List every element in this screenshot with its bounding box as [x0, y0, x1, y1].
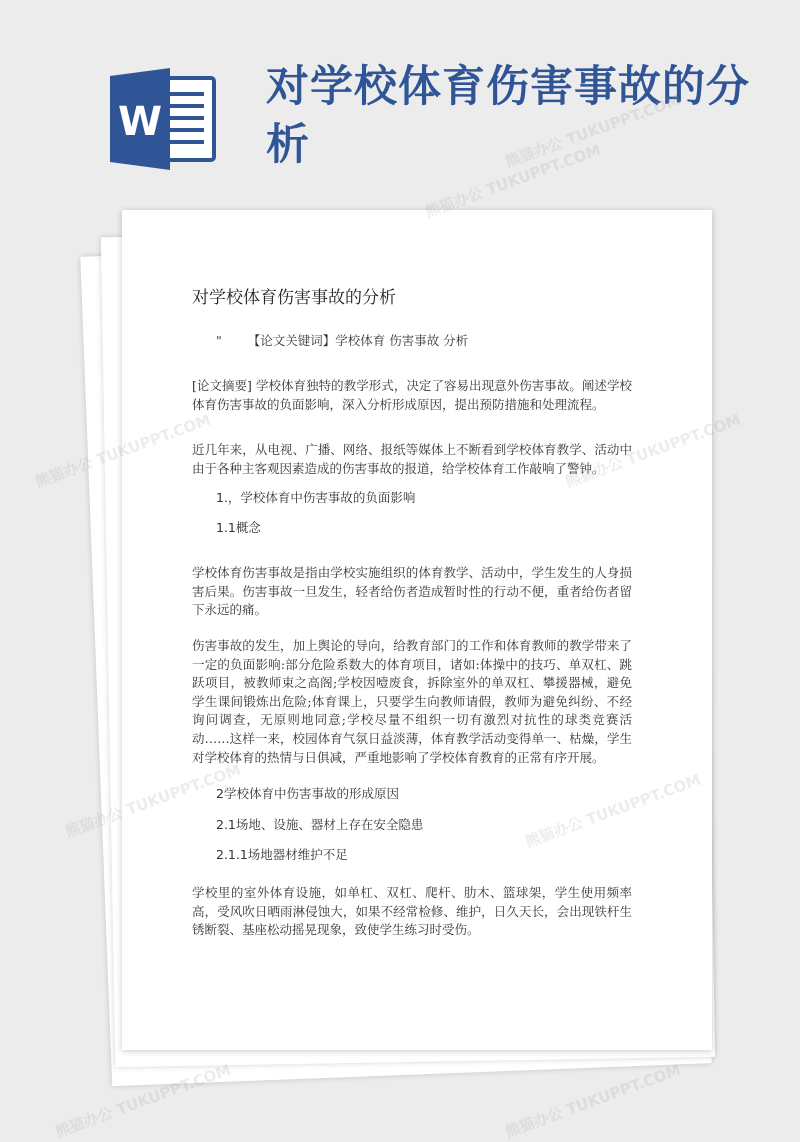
keywords-line	[216, 331, 468, 349]
keywords-text: 【论文关键词】学校体育 伤害事故 分析	[247, 333, 469, 348]
intro-paragraph: 近几年来，从电视、广播、网络、报纸等媒体上不断看到学校体育教学、活动中由于各种主客观因素造成的伤害事故的报道，给学校体育工作敲响了警钟。	[192, 442, 632, 476]
watermark: 熊猫办公 TUKUPPT.COM	[52, 1060, 234, 1142]
page-title: 对学校体育伤害事故的分析	[266, 62, 750, 170]
abstract-paragraph: [论文摘要] 学校体育独特的教学形式，决定了容易出现意外伤害事故。阐述学校体育伤害事故的负面影响，深入分析形成原因，提出预防措施和处理流程。	[192, 378, 632, 412]
impact-paragraph: 伤害事故的发生，加上舆论的导向，给教育部门的工作和体育教师的教学带来了一定的负面影响:部分危险系数大的体育项目，诸如:体操中的技巧、单双杠、跳跃项目，被教师束之高阁;学校因噎废食，拆除室外的单双杠、攀援器械，避免学生课间锻炼出危险;体育课上，只要学生向教师请假，教师为避免纠纷、不经询问调查，无原则地同意;学校尽量不组织一切有激烈对抗性的球类竞赛活动……这样一来，校园体育气氛日益淡薄，体育教学活动变得单一、枯燥，学生对学校体育的热情与日俱减，严重地影响了学校体育教育的正常有序开展。	[192, 638, 632, 765]
watermark: 熊猫办公	[32, 453, 96, 492]
section-heading-2-1: 2.1场地、设施、器材上存在安全隐患	[216, 817, 424, 832]
concept-paragraph: 学校体育伤害事故是指由学校实施组织的体育教学、活动中，学生发生的人身损害后果。伤害事故一旦发生，轻者给伤者造成暂时性的行动不便，重者给伤者留下永远的痛。	[192, 565, 632, 618]
watermark: 熊猫办公	[62, 803, 126, 842]
watermark: 熊猫办公 TUKUPPT.COM	[502, 1060, 684, 1142]
watermark: 熊猫办公 TUKUPPT.COM	[422, 140, 604, 222]
section-heading-2-1-1: 2.1.1场地器材维护不足	[216, 847, 348, 862]
word-logo-letter: W	[117, 99, 163, 145]
section-heading-2: 2学校体育中伤害事故的形成原因	[216, 786, 399, 801]
keywords-mark: "	[216, 333, 222, 348]
document-title: 对学校体育伤害事故的分析	[192, 288, 396, 308]
section-heading-1-1: 1.1概念	[216, 520, 261, 535]
section-heading-1: 1.，学校体育中伤害事故的负面影响	[216, 490, 416, 505]
facility-paragraph: 学校里的室外体育设施，如单杠、双杠、爬杆、肋木、篮球架，学生使用频率高，受风吹日晒雨淋侵蚀大，如果不经常检修、维护，日久天长，会出现铁杆生锈断裂、基座松动摇晃现象，致使学生练习时受伤。	[192, 885, 632, 938]
watermark: 熊猫办公 TUKUPPT.COM	[502, 90, 684, 172]
